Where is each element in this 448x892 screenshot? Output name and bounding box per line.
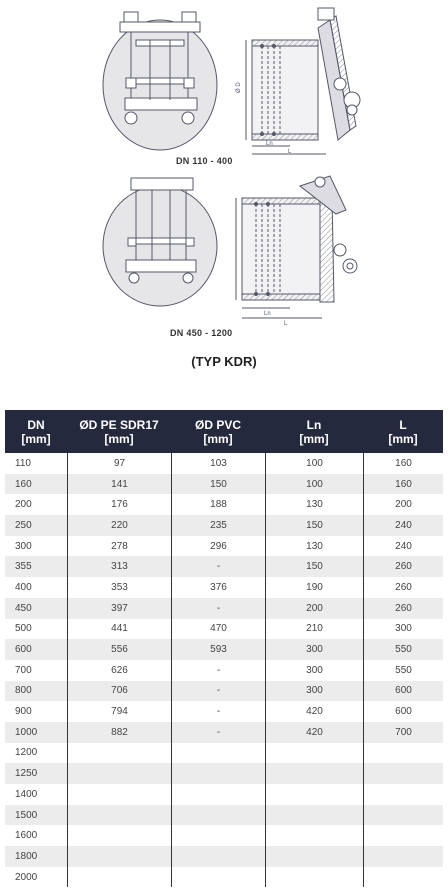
cell-l bbox=[363, 763, 443, 784]
cell-ln bbox=[265, 743, 363, 764]
cell-od-pe: 353 bbox=[67, 577, 171, 598]
header-od-pvc: ØD PVC [mm] bbox=[194, 417, 241, 446]
cell-od-pe: 556 bbox=[67, 639, 171, 660]
table-header bbox=[5, 410, 443, 453]
cell-od-pe: 706 bbox=[67, 681, 171, 702]
cell-l: 260 bbox=[363, 577, 443, 598]
cell-od-pvc: 470 bbox=[171, 619, 265, 640]
table-row bbox=[5, 515, 443, 536]
cell-l bbox=[363, 784, 443, 805]
valve-drawing-svg bbox=[0, 0, 448, 380]
cell-od-pe: 313 bbox=[67, 556, 171, 577]
front-view-top bbox=[103, 12, 217, 150]
cell-l: 160 bbox=[363, 453, 443, 474]
cell-od-pe: 278 bbox=[67, 536, 171, 557]
cell-l: 600 bbox=[363, 681, 443, 702]
side-view-top bbox=[246, 8, 360, 154]
cell-l: 260 bbox=[363, 556, 443, 577]
cell-ln: 130 bbox=[265, 536, 363, 557]
cell-l bbox=[363, 867, 443, 888]
header-l: L [mm] bbox=[388, 417, 418, 446]
cell-l: 160 bbox=[363, 474, 443, 495]
cell-dn: 1000 bbox=[15, 726, 38, 738]
cell-dn: 110 bbox=[15, 457, 31, 469]
table-row bbox=[5, 825, 443, 846]
cell-dn: 1400 bbox=[15, 788, 38, 800]
cell-ln: 130 bbox=[265, 494, 363, 515]
table-row bbox=[5, 619, 443, 640]
cell-od-pe: 441 bbox=[67, 619, 171, 640]
cell-l: 240 bbox=[363, 515, 443, 536]
caption-dn-110-400: DN 110 - 400 bbox=[176, 156, 233, 166]
table-row bbox=[5, 494, 443, 515]
cell-ln: 100 bbox=[265, 474, 363, 495]
cell-dn: 160 bbox=[15, 478, 32, 490]
cell-l: 300 bbox=[363, 619, 443, 640]
cell-dn: 250 bbox=[15, 519, 32, 531]
cell-ln bbox=[265, 763, 363, 784]
cell-od-pvc: - bbox=[171, 722, 265, 743]
cell-ln: 420 bbox=[265, 701, 363, 722]
type-label: (TYP KDR) bbox=[191, 354, 257, 369]
cell-ln: 210 bbox=[265, 619, 363, 640]
cell-od-pe: 882 bbox=[67, 722, 171, 743]
table-row bbox=[5, 743, 443, 764]
table-row bbox=[5, 784, 443, 805]
header-ln: Ln [mm] bbox=[299, 417, 329, 446]
cell-l bbox=[363, 846, 443, 867]
cell-od-pe: 97 bbox=[67, 453, 171, 474]
table-row bbox=[5, 474, 443, 495]
cell-ln: 150 bbox=[265, 556, 363, 577]
cell-dn: 200 bbox=[15, 499, 32, 511]
cell-od-pe: 794 bbox=[67, 701, 171, 722]
cell-od-pvc: - bbox=[171, 701, 265, 722]
cell-dn: 1250 bbox=[15, 768, 38, 780]
cell-od-pvc: 235 bbox=[171, 515, 265, 536]
cell-dn: 1500 bbox=[15, 809, 38, 821]
header-od-pe: ØD PE SDR17 [mm] bbox=[79, 417, 159, 446]
cell-od-pvc bbox=[171, 805, 265, 826]
cell-od-pe bbox=[67, 825, 171, 846]
dim-l-label-top: L bbox=[288, 149, 292, 155]
cell-ln bbox=[265, 805, 363, 826]
table-row bbox=[5, 577, 443, 598]
cell-od-pvc bbox=[171, 846, 265, 867]
table-row bbox=[5, 867, 443, 888]
cell-ln bbox=[265, 867, 363, 888]
cell-ln: 300 bbox=[265, 639, 363, 660]
table-row bbox=[5, 556, 443, 577]
cell-dn: 400 bbox=[15, 581, 32, 593]
cell-od-pvc: - bbox=[171, 556, 265, 577]
cell-l: 200 bbox=[363, 494, 443, 515]
cell-od-pvc bbox=[171, 763, 265, 784]
dimensions-table bbox=[5, 410, 443, 887]
cell-dn: 900 bbox=[15, 706, 32, 718]
table-row bbox=[5, 639, 443, 660]
table-row bbox=[5, 805, 443, 826]
header-dn: DN [mm] bbox=[21, 417, 51, 446]
cell-ln: 200 bbox=[265, 598, 363, 619]
cell-od-pvc: 376 bbox=[171, 577, 265, 598]
dim-l-label-bottom: L bbox=[284, 321, 288, 327]
cell-od-pe bbox=[67, 867, 171, 888]
cell-od-pvc bbox=[171, 743, 265, 764]
table-row bbox=[5, 846, 443, 867]
cell-l: 700 bbox=[363, 722, 443, 743]
cell-od-pe bbox=[67, 743, 171, 764]
table-row bbox=[5, 598, 443, 619]
table-row bbox=[5, 763, 443, 784]
dim-ln-label-top: Ln bbox=[266, 141, 273, 147]
cell-l: 550 bbox=[363, 639, 443, 660]
cell-od-pvc: - bbox=[171, 598, 265, 619]
cell-dn: 2000 bbox=[15, 871, 38, 883]
cell-dn: 800 bbox=[15, 685, 32, 697]
cell-od-pe: 176 bbox=[67, 494, 171, 515]
dim-od-label-top: Ø D bbox=[236, 82, 242, 93]
cell-od-pvc: 150 bbox=[171, 474, 265, 495]
cell-ln bbox=[265, 784, 363, 805]
cell-ln: 100 bbox=[265, 453, 363, 474]
cell-od-pvc bbox=[171, 784, 265, 805]
cell-ln: 150 bbox=[265, 515, 363, 536]
cell-od-pvc: 593 bbox=[171, 639, 265, 660]
cell-od-pe bbox=[67, 846, 171, 867]
dim-ln-label-bottom: Ln bbox=[264, 311, 271, 317]
table-row bbox=[5, 722, 443, 743]
cell-l: 600 bbox=[363, 701, 443, 722]
cell-l bbox=[363, 825, 443, 846]
table-row bbox=[5, 660, 443, 681]
cell-dn: 600 bbox=[15, 644, 32, 656]
caption-dn-450-1200: DN 450 - 1200 bbox=[170, 328, 233, 338]
cell-ln bbox=[265, 846, 363, 867]
cell-od-pe bbox=[67, 805, 171, 826]
cell-l: 550 bbox=[363, 660, 443, 681]
cell-ln: 190 bbox=[265, 577, 363, 598]
technical-drawings bbox=[0, 0, 448, 380]
cell-od-pvc bbox=[171, 867, 265, 888]
cell-dn: 450 bbox=[15, 602, 32, 614]
cell-od-pe: 220 bbox=[67, 515, 171, 536]
cell-od-pvc: 296 bbox=[171, 536, 265, 557]
cell-dn: 1200 bbox=[15, 747, 38, 759]
front-view-bottom bbox=[103, 178, 217, 306]
cell-ln: 300 bbox=[265, 681, 363, 702]
cell-od-pvc: 188 bbox=[171, 494, 265, 515]
side-view-bottom bbox=[236, 176, 357, 318]
cell-ln: 420 bbox=[265, 722, 363, 743]
cell-dn: 1600 bbox=[15, 830, 38, 842]
cell-dn: 355 bbox=[15, 561, 32, 573]
cell-l: 240 bbox=[363, 536, 443, 557]
cell-od-pe: 141 bbox=[67, 474, 171, 495]
cell-l bbox=[363, 805, 443, 826]
cell-od-pvc: 103 bbox=[171, 453, 265, 474]
table-row bbox=[5, 536, 443, 557]
cell-od-pvc: - bbox=[171, 660, 265, 681]
cell-od-pe: 397 bbox=[67, 598, 171, 619]
cell-dn: 300 bbox=[15, 540, 32, 552]
cell-od-pvc bbox=[171, 825, 265, 846]
cell-od-pvc: - bbox=[171, 681, 265, 702]
cell-dn: 500 bbox=[15, 623, 32, 635]
cell-ln: 300 bbox=[265, 660, 363, 681]
cell-od-pe bbox=[67, 784, 171, 805]
cell-ln bbox=[265, 825, 363, 846]
cell-dn: 700 bbox=[15, 664, 32, 676]
cell-l bbox=[363, 743, 443, 764]
cell-dn: 1800 bbox=[15, 850, 38, 862]
table-row bbox=[5, 701, 443, 722]
cell-l: 260 bbox=[363, 598, 443, 619]
cell-od-pe: 626 bbox=[67, 660, 171, 681]
cell-od-pe bbox=[67, 763, 171, 784]
table-body bbox=[5, 453, 443, 887]
table-row bbox=[5, 453, 443, 474]
table-row bbox=[5, 681, 443, 702]
